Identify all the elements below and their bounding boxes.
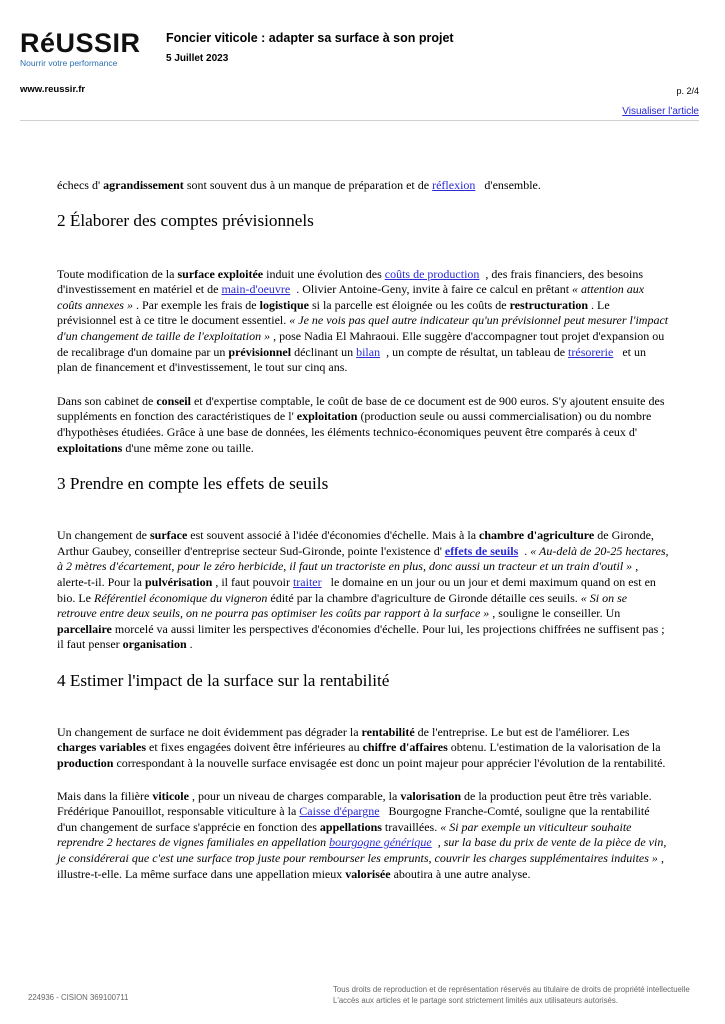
keyword: appellations: [319, 819, 382, 834]
text: d'une même zone ou taille.: [122, 440, 254, 455]
keyword: agrandissement: [103, 178, 184, 192]
keyword: surface: [149, 528, 188, 543]
keyword: charges variables: [57, 740, 146, 755]
text: . Le prévisionnel est à ce titre le document essentiel.: [57, 297, 610, 328]
paragraph-seuils: [57, 528, 669, 653]
footer-copyright: [333, 985, 705, 1006]
text: , pour un niveau de charges comparable, la: [188, 788, 401, 803]
paragraph-comptes: [57, 267, 669, 376]
text: et d'expertise comptable, le coût de base de ce document est de 900 euros. S'y ajoutent ensuite des suppléments en fonction des caractéristiques de l': [57, 393, 665, 424]
text: le domaine en un jour ou un jour et demi maximum quand on est en bio. Le: [57, 574, 656, 605]
text: travaillées.: [381, 819, 441, 834]
keyword: chiffre d'affaires: [362, 740, 448, 755]
quote: « Je ne vois pas quel autre indicateur qu'un prévisionnel peut mesurer l'impact d'un changement de taille de l'exploitation »: [57, 313, 669, 343]
footer-copyright-line: L'accès aux articles et le partage sont strictement limités aux utilisateurs autorisés.: [333, 995, 618, 1005]
logo-wordmark: RéUSSIR: [20, 28, 141, 58]
keyword-link-effets-de-seuils[interactable]: effets de seuils: [444, 543, 519, 558]
keyword-link-tresorerie[interactable]: trésorerie: [568, 344, 614, 359]
section-heading-4: 4 Estimer l'impact de la surface sur la rentabilité: [57, 670, 390, 690]
reussir-logo: [20, 30, 141, 68]
keyword: surface exploitée: [177, 266, 264, 281]
text: , illustre-t-elle. La même surface dans une appellation mieux: [57, 851, 664, 881]
document-date: 5 Juillet 2023: [166, 53, 229, 64]
header-divider: [20, 120, 699, 121]
footer-id: 224936 - CISION 369100711: [28, 993, 129, 1002]
section-heading-2: 2 Élaborer des comptes prévisionnels: [57, 210, 314, 230]
text: . Par exemple les frais de: [132, 297, 260, 312]
text: , des frais financiers, des besoins d'investissement en matériel et de: [57, 266, 644, 297]
text: de Gironde, Arthur Gaubey, conseiller d'entreprise secteur Sud-Gironde, pointe l'existence d': [57, 528, 654, 558]
paragraph-intro: [57, 178, 669, 194]
text: sont souvent dus à un manque de préparation et de: [183, 178, 433, 192]
text: obtenu. L'estimation de la valorisation de la: [447, 740, 661, 755]
text: Un changement de surface ne doit évidemment pas dégrader la: [57, 724, 362, 739]
keyword-link-couts-de-production[interactable]: coûts de production: [384, 266, 480, 281]
text: correspondant à la nouvelle surface envisagée est donc un point majeur pour apprécier l'évolution de la rentabilité.: [113, 756, 666, 771]
text: édité par la chambre d'agriculture de Gironde détaille ces seuils.: [267, 590, 581, 605]
paragraph-rentabilite: [57, 725, 669, 772]
text: déclinant un: [291, 344, 357, 359]
keyword: exploitation: [296, 409, 358, 424]
text: , un compte de résultat, un tableau de: [386, 344, 569, 359]
section-heading-3: 3 Prendre en compte les effets de seuils: [57, 474, 329, 494]
footer-copyright-line: Tous droits de reproduction et de représentation réservés au titulaire de droits de propriété intellectuelle: [333, 985, 690, 994]
keyword-link-bourgogne-generique[interactable]: bourgogne générique: [329, 835, 432, 850]
quote: « Au-delà de 20-25 hectares, à 2 mètres d'écartement, pour le zéro herbicide, il faut un tractoriste en plus, donc aussi un tracteur et un train d'outil »: [57, 543, 669, 574]
keyword: chambre d'agriculture: [479, 528, 595, 543]
publication-title: Référentiel économique du vigneron: [94, 590, 268, 605]
text: Bourgogne Franche-Comté, souligne que la rentabilité d'un changement de surface s'apprécie en fonction des: [57, 804, 650, 834]
text: Dans son cabinet de: [57, 393, 157, 408]
text: et un plan de financement et d'investissement, le tout sur cinq ans.: [57, 344, 647, 375]
text: de la production peut être très variable. Frédérique Panouillot, responsable viticulture à la: [57, 788, 652, 819]
keyword: valorisation: [400, 788, 462, 803]
quote: « Si par exemple un viticulteur souhaite reprendre 2 hectares de vignes familiales en appellation: [57, 819, 632, 850]
keyword-link-main-doeuvre[interactable]: main-d'oeuvre: [221, 282, 291, 297]
text: de l'entreprise. Le but est de l'améliorer. Les: [414, 724, 630, 739]
keyword: parcellaire: [57, 621, 112, 636]
text: .: [186, 637, 193, 652]
text: .: [524, 543, 531, 558]
keyword: organisation: [122, 637, 187, 652]
text: Un changement de: [57, 528, 150, 543]
site-url: www.reussir.fr: [20, 84, 86, 95]
page-number: p. 2/4: [676, 86, 699, 96]
quote: « Si on se retrouve entre deux seuils, on ne pourra pas optimiser les coûts par rapport à la surface »: [57, 590, 628, 621]
quote: « attention aux coûts annexes »: [57, 282, 645, 312]
text: , pose Nadia El Mahraoui. Elle suggère d'accompagner tout projet d'expansion ou de recalibrage d'un domaine par un: [57, 328, 665, 359]
keyword-link-caisse-depargne[interactable]: Caisse d'épargne: [299, 804, 380, 819]
view-article-link[interactable]: Visualiser l'article: [622, 106, 699, 117]
keyword-link-traiter[interactable]: traiter: [292, 574, 322, 589]
keyword: rentabilité: [361, 724, 415, 739]
text: , il faut pouvoir: [212, 574, 293, 589]
quote: , sur la base du prix de vente de la pièce de vin, je considérerai que c'est une surface trop juste pour rembourser les emprunts, couvrir les charges supplémentaires induites »: [57, 835, 667, 866]
article-body: [57, 178, 669, 882]
text: est souvent associé à l'idée d'économies d'échelle. Mais à la: [187, 528, 480, 543]
text: échecs d': [57, 178, 104, 192]
text: d'ensemble.: [481, 178, 541, 192]
keyword: production: [57, 756, 114, 771]
text: induit une évolution des: [263, 266, 385, 281]
text: et fixes engagées doivent être inférieures au: [146, 740, 363, 755]
keyword: conseil: [156, 393, 191, 408]
text: , souligne le conseiller. Un: [489, 606, 621, 621]
keyword: logistique: [259, 297, 309, 312]
keyword: pulvérisation: [144, 574, 213, 589]
text: , alerte-t-il. Pour la: [57, 559, 639, 589]
logo-tagline: Nourrir votre performance: [20, 58, 118, 68]
keyword: viticole: [152, 788, 189, 803]
document-title: Foncier viticole : adapter sa surface à son projet: [166, 31, 454, 45]
keyword: valorisée: [345, 866, 391, 881]
keyword: prévisionnel: [228, 344, 292, 359]
paragraph-viticole: [57, 789, 669, 883]
keyword-link-reflexion[interactable]: réflexion: [432, 178, 476, 192]
text: . Olivier Antoine-Geny, invite à faire ce calcul en prêtant: [296, 282, 573, 297]
text: si la parcelle est éloignée ou les coûts de: [308, 297, 510, 312]
text: morcelé va aussi limiter les perspectives d'économies d'échelle. Pour lui, les projections chiffrées ne suffisent pas ; il faut penser: [57, 621, 665, 652]
text: Mais dans la filière: [57, 788, 153, 803]
text: (production seule ou aussi commercialisation) ou du nombre d'hypothèses étudiées. Grâce à une base de données, les éléments technico-économiques peuvent être comparés à ceux d': [57, 409, 652, 439]
keyword-link-bilan[interactable]: bilan: [356, 344, 381, 359]
keyword: exploitations: [57, 440, 123, 455]
text: Toute modification de la: [57, 266, 178, 281]
keyword: restructuration: [509, 297, 588, 312]
paragraph-cabinet: [57, 394, 669, 456]
text: aboutira à une autre analyse.: [390, 866, 531, 881]
